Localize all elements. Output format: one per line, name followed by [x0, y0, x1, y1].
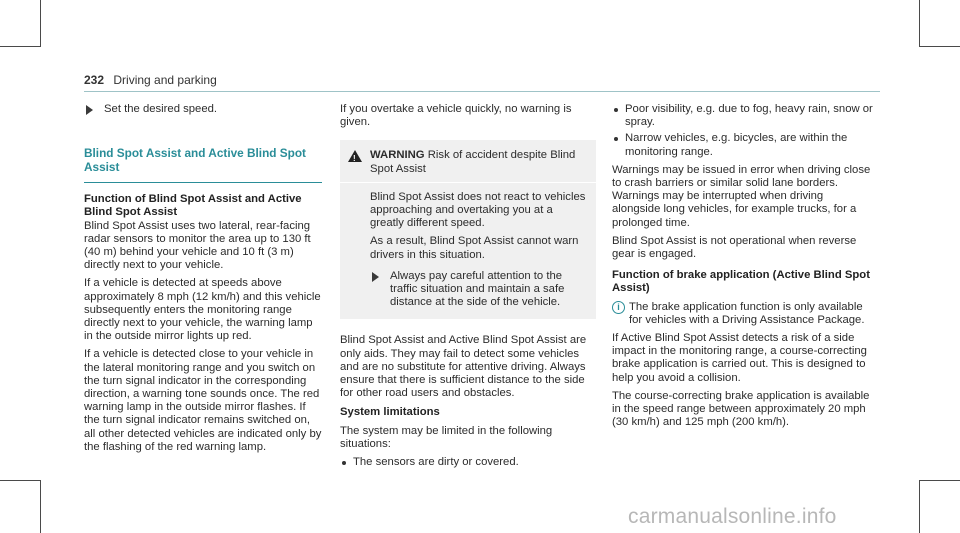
crop-mark — [0, 480, 40, 481]
crop-mark — [920, 46, 960, 47]
paragraph: Warnings may be issued in error when driving close to crash barriers or similar solid lane borders. Warnings may be interrupted when driving alongside long vehicles, for example trucks, for a prolonged time. — [612, 163, 871, 229]
subheading: Function of brake application (Active Blind Spot Assist) — [612, 269, 870, 295]
section-heading: Blind Spot Assist and Active Blind Spot Assist — [84, 146, 306, 175]
paragraph: If a vehicle is detected close to your vehicle in the lateral monitoring range and you switch on the turn signal indicator in the corresponding direction, a warning tone sounds once. The red warning lamp in the outside mirror flashes. If the turn signal indicator remains switched on, all other detected vehicles are indicated only by the flashing of the red warning lamp. — [84, 348, 322, 453]
list-item: Poor visibility, e.g. due to fog, heavy rain, snow or spray. — [612, 103, 874, 129]
subheading: Function of Blind Spot Assist and Active Blind Spot Assist — [84, 193, 302, 219]
note-item: i The brake application function is only available for vehicles with a Driving Assistance Package. — [612, 301, 874, 327]
page-header — [84, 73, 217, 87]
section-rule — [84, 182, 322, 183]
step-item: Always pay careful attention to the traffic situation and maintain a safe distance at the side of the vehicle. — [370, 270, 588, 310]
bullet-icon — [342, 461, 346, 465]
paragraph: If you overtake a vehicle quickly, no warning is given. — [340, 103, 572, 129]
arrow-icon — [86, 105, 93, 115]
warning-header — [340, 140, 596, 182]
warning-title: Risk of accident despite Blind Spot Assist — [370, 149, 576, 175]
paragraph: Blind Spot Assist does not react to vehicles approaching and overtaking you at a greatly different speed. — [370, 190, 586, 230]
warning-body — [340, 183, 596, 320]
header-rule — [84, 91, 880, 92]
paragraph: Blind Spot Assist and Active Blind Spot Assist are only aids. They may fail to detect some vehicles and are no substitute for attentive driving. Always ensure that there is sufficient distance to the side for other road users and obstacles. — [340, 334, 587, 400]
paragraph: As a result, Blind Spot Assist cannot warn drivers in this situation. — [370, 235, 579, 261]
info-icon: i — [612, 301, 625, 314]
paragraph: Blind Spot Assist uses two lateral, rear-facing radar sensors to monitor the area up to 130 ft (40 m) behind your vehicle and 10 ft (3 m) directly next to your vehicle. — [84, 219, 311, 272]
paragraph: Blind Spot Assist is not operational when reverse gear is engaged. — [612, 234, 857, 261]
paragraph: The system may be limited in the following situations: — [340, 424, 553, 450]
paragraph: If Active Blind Spot Assist detects a risk of a side impact in the monitoring range, a course-correcting brake application is carried out. This is designed to help you avoid a collision. — [612, 332, 867, 384]
crop-mark — [0, 46, 40, 47]
bullet-icon — [614, 108, 618, 112]
subheading: System limitations — [340, 406, 440, 419]
crop-mark — [920, 480, 960, 481]
section-title: Driving and parking — [113, 73, 217, 87]
column-2 — [340, 103, 596, 472]
warning-label: WARNING — [370, 149, 425, 162]
warning-box — [340, 140, 596, 319]
list-item: Narrow vehicles, e.g. bicycles, are within the monitoring range. — [612, 132, 874, 158]
crop-mark — [40, 480, 41, 533]
crop-mark — [40, 0, 41, 47]
crop-mark — [919, 0, 920, 47]
list-item: The sensors are dirty or covered. — [340, 456, 596, 469]
column-1 — [84, 103, 322, 459]
bullet-icon — [614, 137, 618, 141]
page-number: 232 — [84, 73, 105, 87]
step-item: Set the desired speed. — [84, 103, 322, 116]
crop-mark — [919, 480, 920, 533]
paragraph: The course-correcting brake application is available in the speed range between approximately 20 mph (30 km/h) and 125 mph (200 km/h). — [612, 389, 870, 429]
paragraph: If a vehicle is detected at speeds above approximately 8 mph (12 km/h) and this vehicle subsequently enters the monitoring range directly next to your vehicle, the warning lamp in the outside mirror lights up red. — [84, 277, 321, 343]
watermark: carmanualsonline.info — [628, 505, 837, 528]
column-3 — [612, 103, 874, 434]
warning-icon: ! — [348, 149, 370, 175]
arrow-icon — [372, 272, 379, 282]
